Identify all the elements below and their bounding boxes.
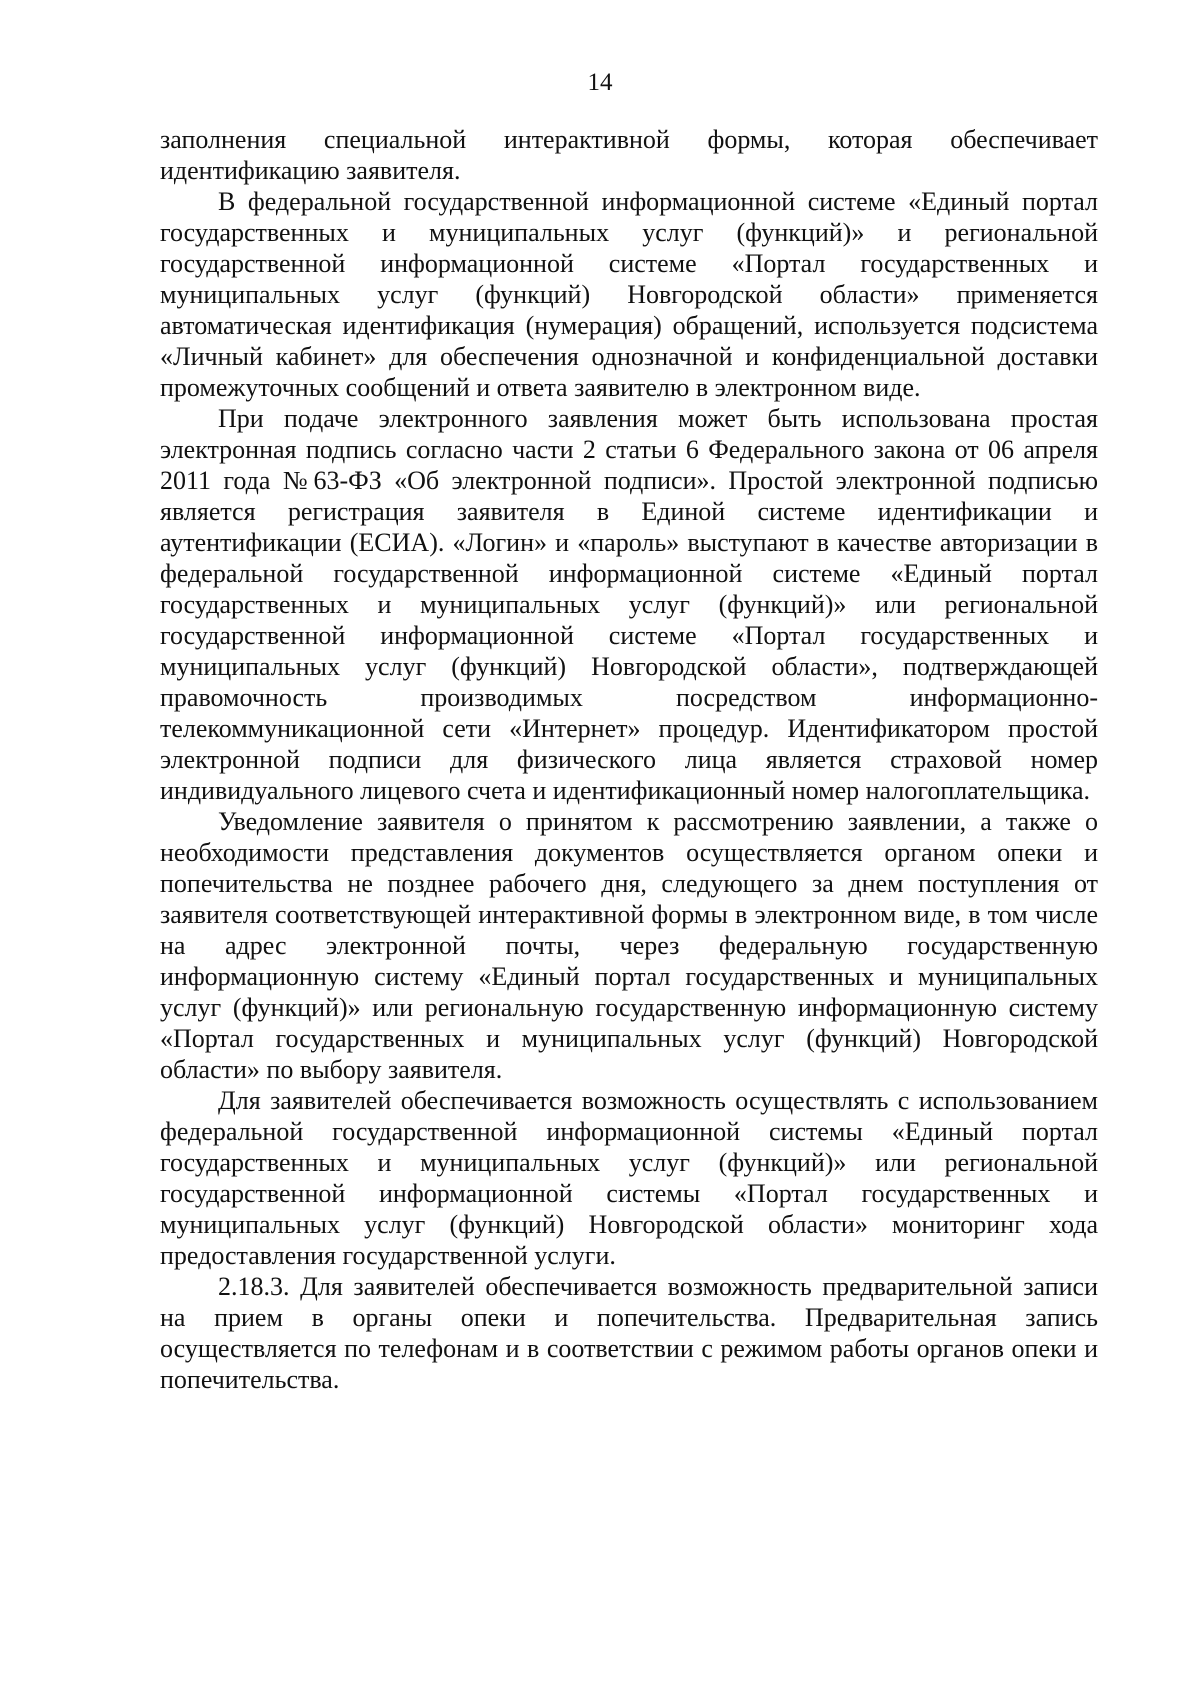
page-number: 14	[587, 69, 613, 96]
paragraph-continuation: заполнения специальной интерактивной формы, которая обеспечивает идентификацию заявителя.	[160, 125, 1098, 185]
paragraph-preliminary-appointment: 2.18.3. Для заявителей обеспечивается возможность предварительной записи на прием в органы опеки и попечительства. Предварительная запись осуществляется по телефонам и в соответствии с режимом работы органов опеки и попечительства.	[160, 1272, 1098, 1394]
paragraph-portal-identification: В федеральной государственной информационной системе «Единый портал государственных и муниципальных услуг (функций)» и региональной государственной информационной системе «Портал государственных и муниципальных услуг (функций) Новгородской области» применяется автоматическая идентификация (нумерация) обращений, используется подсистема «Личный кабинет» для обеспечения однозначной и конфиденциальной доставки промежуточных сообщений и ответа заявителю в электронном виде.	[160, 187, 1098, 402]
paragraph-monitoring: Для заявителей обеспечивается возможность осуществлять с использованием федеральной государственной информационной системы «Единый портал государственных и муниципальных услуг (функций)» или региональной государственной информационной системы «Портал государственных и муниципальных услуг (функций) Новгородской области» мониторинг хода предоставления государственной услуги.	[160, 1086, 1098, 1270]
document-body	[160, 124, 1098, 1395]
paragraph-applicant-notification: Уведомление заявителя о принятом к рассмотрению заявлении, а также о необходимости представления документов осуществляется органом опеки и попечительства не позднее рабочего дня, следующего за днем поступления от заявителя соответствующей интерактивной формы в электронном виде, в том числе на адрес электронной почты, через федеральную государственную информационную систему «Единый портал государственных и муниципальных услуг (функций)» или региональную государственную информационную систему «Портал государственных и муниципальных услуг (функций) Новгородской области» по выбору заявителя.	[160, 807, 1098, 1084]
paragraph-electronic-signature: При подаче электронного заявления может быть использована простая электронная подпись согласно части 2 статьи 6 Федерального закона от 06 апреля 2011 года №63-ФЗ «Об электронной подписи». Простой электронной подписью является регистрация заявителя в Единой системе идентификации и аутентификации (ЕСИА). «Логин» и «пароль» выступают в качестве авторизации в федеральной государственной информационной системе «Единый портал государственных и муниципальных услуг (функций)» или региональной государственной информационной системе «Портал государственных и муниципальных услуг (функций) Новгородской области», подтверждающей правомочность производимых посредством информационно-телекоммуникационной сети «Интернет» процедур. Идентификатором простой электронной подписи для физического лица является страховой номер индивидуального лицевого счета и идентификационный номер налогоплательщика.	[160, 404, 1098, 805]
